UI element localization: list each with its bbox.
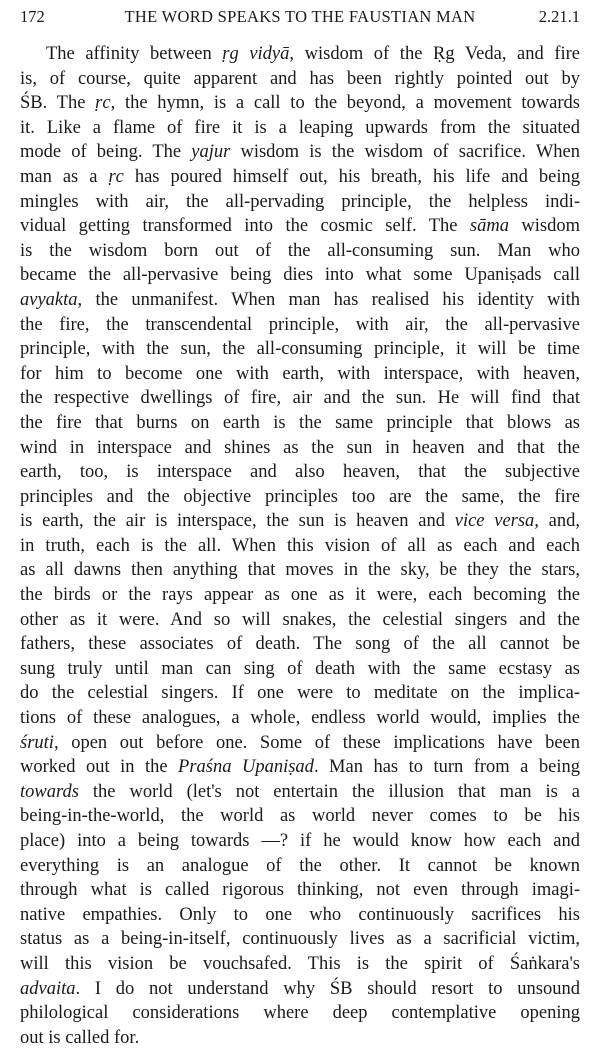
text-line: worked out in the Praśna Upaniṣad. Man has to turn from a being <box>20 757 580 778</box>
running-head <box>20 2 580 32</box>
text-line: in truth, each is the all. When this vision of all as each and each <box>20 535 580 556</box>
text-line: wind in interspace and shines as the sun in heaven and that the <box>20 437 580 458</box>
text-line: is the wisdom born out of the all-consuming sun. Man who <box>20 240 580 261</box>
text-line: as all dawns then anything that moves in the sky, be they the stars, <box>20 560 580 581</box>
text-line: mode of being. The yajur wisdom is the wisdom of sacrifice. When <box>20 142 581 163</box>
text-line: through what is called rigorous thinking, not even through imagi- <box>20 880 580 901</box>
book-page <box>20 0 580 1050</box>
text-line: status as a being-in-itself, continuously lives as a sacrificial victim, <box>20 929 580 950</box>
text-line: is earth, the air is interspace, the sun is heaven and vice versa, and, <box>20 511 580 532</box>
text-line: the fire that burns on earth is the same principle that blows as <box>20 412 580 433</box>
text-line: being-in-the-world, the world as world never comes to be his <box>20 806 580 827</box>
text-line: tions of these analogues, a whole, endless world would, implies the <box>20 708 580 729</box>
text-line: will this vision be vouchsafed. This is the spirit of Śaṅkara's <box>20 953 580 974</box>
running-title: THE WORD SPEAKS TO THE FAUSTIAN MAN <box>124 7 476 26</box>
text-line: philological considerations where deep contemplative opening <box>20 1003 580 1024</box>
text-line: advaita. I do not understand why ŚB should resort to unsound <box>20 978 580 999</box>
text-line: man as a ṛc has poured himself out, his breath, his life and being <box>20 166 580 187</box>
text-line: avyakta, the unmanifest. When man has realised his identity with <box>20 289 580 310</box>
text-line: The affinity between ṛg vidyā, wisdom of the Ṛg Veda, and fire <box>46 44 581 64</box>
text-line: śruti, open out before one. Some of these implications have been <box>20 732 580 753</box>
text-line: vidual getting transformed into the cosmic self. The sāma wisdom <box>20 216 580 237</box>
text-line: everything is an analogue of the other. It cannot be known <box>20 855 580 876</box>
text-line: principle, with the sun, the all-consuming principle, it will be time <box>20 339 580 360</box>
text-line: sung truly until man can sing of death with the same ecstasy as <box>20 658 580 679</box>
text-line: towards the world (let's not entertain the illusion that man is a <box>20 781 580 802</box>
text-line: the birds or the rays appear as one as it were, each becoming the <box>20 585 580 606</box>
text-line: native empathies. Only to one who continuously sacrifices his <box>20 904 580 925</box>
text-line: fathers, these associates of death. The song of the all cannot be <box>20 634 580 655</box>
text-line: do the celestial singers. If one were to meditate on the implica- <box>20 683 580 704</box>
text-line: principles and the objective principles too are the same, the fire <box>20 486 580 507</box>
text-line: out is called for. <box>20 1027 140 1048</box>
text-line: ŚB. The ṛc, the hymn, is a call to the beyond, a movement towards <box>20 93 580 114</box>
text-line: place) into a being towards —? if he would know how each and <box>20 831 580 851</box>
page-number: 172 <box>20 7 45 26</box>
text-line: other as it were. And so will snakes, the celestial singers and the <box>20 609 580 630</box>
text-line: the fire, the transcendental principle, with air, the all-pervasive <box>20 314 580 335</box>
text-line: mingles with air, the all-pervading principle, the helpless indi- <box>20 191 580 212</box>
text-line: the respective dwellings of fire, air and the sun. He will find that <box>20 388 580 409</box>
text-line: earth, too, is interspace and also heaven, that the subjective <box>20 462 580 483</box>
text-line: is, of course, quite apparent and has been rightly pointed out by <box>20 68 580 89</box>
section-reference: 2.21.1 <box>538 7 580 26</box>
body-paragraph <box>20 42 580 1050</box>
text-line: became the all-pervasive being dies into what some Upaniṣads call <box>20 265 580 286</box>
text-line: for him to become one with earth, with interspace, with heaven, <box>20 363 580 384</box>
text-line: it. Like a flame of fire it is a leaping upwards from the situated <box>20 117 580 138</box>
